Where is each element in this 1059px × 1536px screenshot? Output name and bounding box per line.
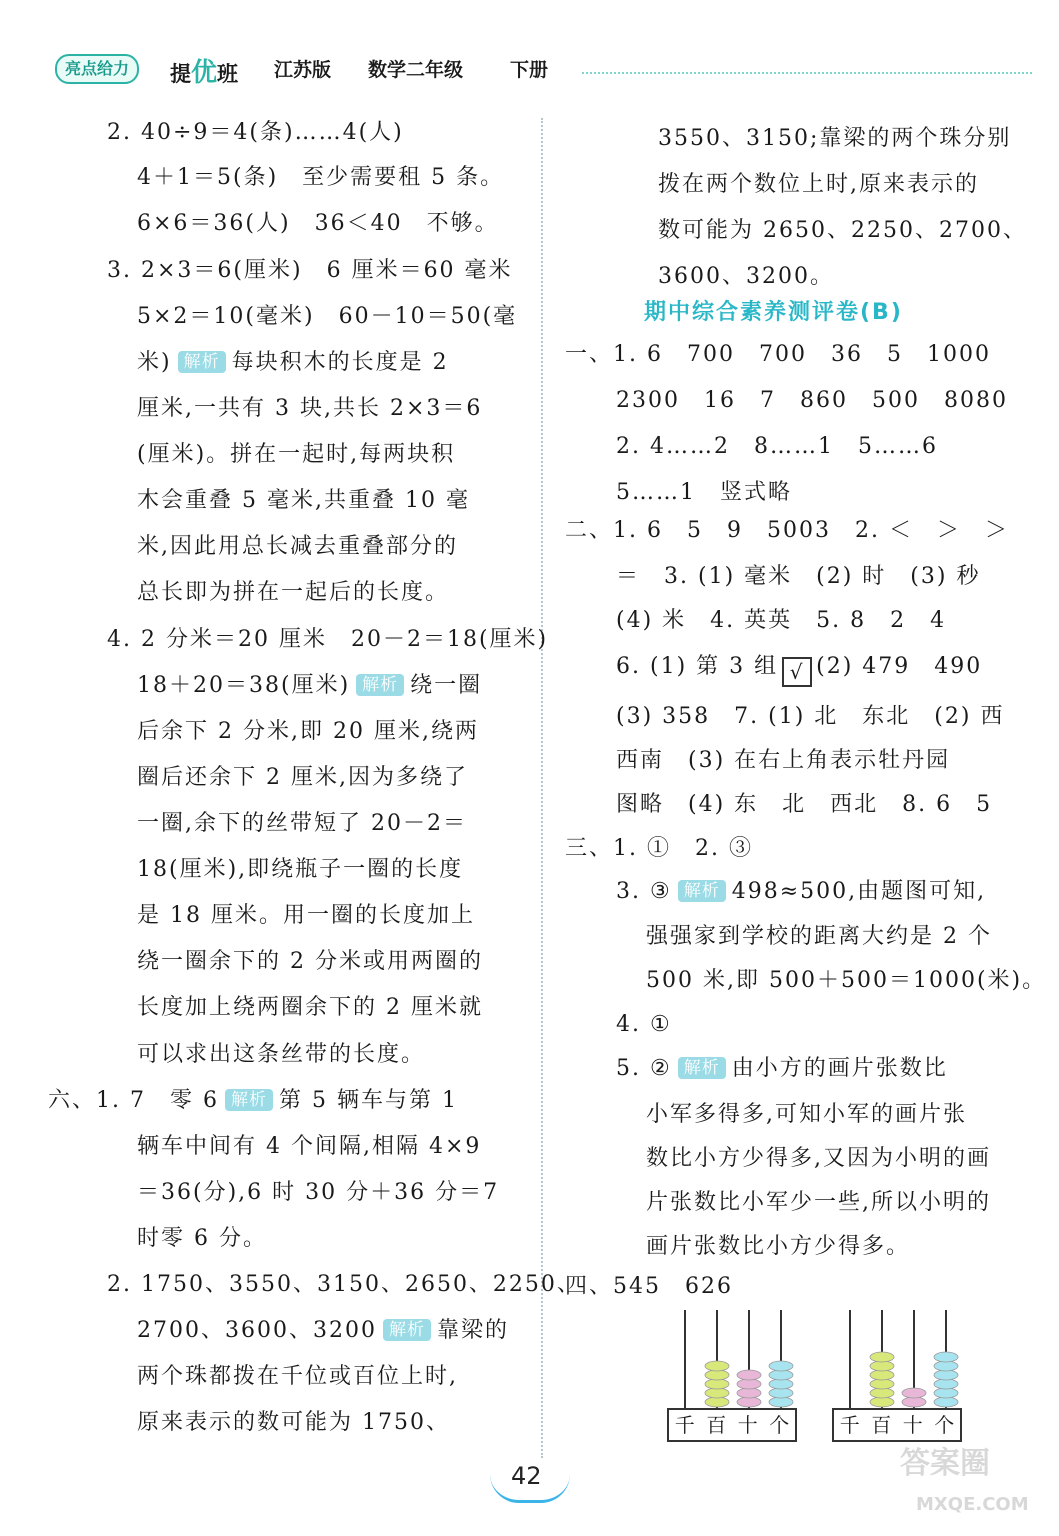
- answer-line: 强强家到学校的距离大约是 2 个: [646, 924, 992, 949]
- answer-line: 长度加上绕两圈余下的 2 厘米就: [137, 995, 483, 1020]
- abacus-bead: [934, 1379, 958, 1389]
- answer-line: 是 18 厘米。用一圈的长度加上: [137, 903, 475, 928]
- header-rule: [582, 72, 1032, 74]
- abacus-bead: [737, 1379, 761, 1389]
- answer-line: 3600、3200。: [658, 264, 834, 289]
- abacus-place-labels: [667, 1408, 797, 1442]
- answer-line: 4＋1＝5(条) 至少需要租 5 条。: [137, 165, 505, 190]
- answer-line: 西南 (3) 在右上角表示牡丹园: [616, 748, 951, 773]
- abacus-bead: [934, 1370, 958, 1380]
- page-number: 42: [511, 1462, 542, 1490]
- column-divider: [541, 118, 543, 1458]
- answer-line: 绕一圈余下的 2 分米或用两圈的: [137, 949, 483, 974]
- edition-label: 江苏版: [274, 59, 332, 81]
- answer-line: 5×2＝10(毫米) 60－10＝50(毫: [137, 304, 518, 329]
- analysis-tag: 解析: [178, 351, 226, 373]
- answer-line: 4. 2 分米＝20 厘米 20－2＝18(厘米): [107, 627, 549, 652]
- analysis-tag: 解析: [678, 1057, 726, 1079]
- analysis-tag: 解析: [383, 1319, 431, 1341]
- answer-line: 厘米,一共有 3 块,共长 2×3＝6: [137, 396, 483, 421]
- answer-line: 圈后还余下 2 厘米,因为多绕了: [137, 765, 468, 790]
- answer-line: 6×6＝36(人) 36＜40 不够。: [137, 211, 499, 236]
- analysis-tag: 解析: [225, 1089, 273, 1111]
- volume-label: 下册: [510, 59, 549, 81]
- abacus-bead: [870, 1397, 894, 1407]
- answer-line: 3550、3150;靠梁的两个珠分别: [658, 126, 1012, 151]
- place-label: 千: [674, 1413, 695, 1437]
- answer-line: 原来表示的数可能为 1750、: [137, 1410, 450, 1435]
- abacus-626: [832, 1310, 962, 1440]
- abacus-bead: [934, 1352, 958, 1362]
- answer-line: 4. ①: [616, 1012, 672, 1037]
- answer-line: 数可能为 2650、2250、2700、: [658, 218, 1027, 243]
- abacus-bead: [934, 1397, 958, 1407]
- abacus-545: [667, 1310, 797, 1440]
- answer-line: 6. (1) 第 3 组 √ (2) 479 490: [616, 652, 982, 687]
- watermark-url: MXQE.COM: [916, 1494, 1029, 1515]
- analysis-tag: 解析: [678, 880, 726, 902]
- answer-line: 2700、3600、3200 解析 靠梁的: [137, 1318, 509, 1343]
- section-title: 期中综合素养测评卷(B): [644, 300, 903, 325]
- answer-line: 三、1. ① 2. ③: [565, 836, 753, 861]
- abacus-bead: [705, 1397, 729, 1407]
- watermark-logo: 答案圈: [900, 1446, 990, 1481]
- abacus-bead: [870, 1379, 894, 1389]
- place-label: 百: [871, 1413, 892, 1437]
- answer-line: 木会重叠 5 毫米,共重叠 10 毫: [137, 488, 470, 513]
- answer-line: 小军多得多,可知小军的画片张: [646, 1102, 967, 1127]
- answer-line: 总长即为拼在一起后的长度。: [137, 580, 450, 605]
- answer-line: 四、545 626: [565, 1274, 733, 1299]
- abacus-bead: [737, 1397, 761, 1407]
- answer-line: 片张数比小军少一些,所以小明的: [646, 1190, 991, 1215]
- check-box-icon: √: [782, 657, 812, 687]
- abacus-bead: [870, 1388, 894, 1398]
- abacus-bead: [737, 1388, 761, 1398]
- abacus-bead: [769, 1361, 793, 1371]
- abacus-rods: [667, 1310, 797, 1410]
- brand-title: 提优班: [170, 58, 239, 88]
- abacus-bead: [934, 1361, 958, 1371]
- abacus-bead: [769, 1388, 793, 1398]
- place-label: 百: [706, 1413, 727, 1437]
- place-label: 个: [769, 1413, 790, 1437]
- answer-line: 米,因此用总长减去重叠部分的: [137, 534, 458, 559]
- place-label: 千: [839, 1413, 860, 1437]
- abacus-bead: [705, 1379, 729, 1389]
- answer-line: 500 米,即 500＋500＝1000(米)。: [646, 968, 1047, 993]
- answer-line: 2. 40÷9＝4(条)……4(人): [107, 120, 404, 145]
- answer-line: 米) 解析 每块积木的长度是 2: [137, 350, 449, 375]
- answer-line: (4) 米 4. 英英 5. 8 2 4: [616, 608, 947, 633]
- answer-line: 两个珠都拨在千位或百位上时,: [137, 1364, 458, 1389]
- abacus-bead: [705, 1370, 729, 1380]
- answer-line: 18(厘米),即绕瓶子一圈的长度: [137, 857, 464, 882]
- answer-line: 18＋20＝38(厘米) 解析 绕一圈: [137, 673, 483, 698]
- answer-line: 数比小方少得多,又因为小明的画: [646, 1146, 991, 1171]
- abacus-bead: [934, 1388, 958, 1398]
- abacus-bead: [902, 1397, 926, 1407]
- abacus-place-labels: [832, 1408, 962, 1442]
- subject-label: 数学二年级: [368, 59, 464, 81]
- abacus-bead: [870, 1361, 894, 1371]
- abacus-bead: [705, 1388, 729, 1398]
- abacus-rods: [832, 1310, 962, 1410]
- answer-line: 3. ③ 解析 498≈500,由题图可知,: [616, 879, 987, 904]
- place-label: 个: [934, 1413, 955, 1437]
- answer-line: ＝ 3. (1) 毫米 (2) 时 (3) 秒: [616, 564, 981, 589]
- answer-line: 拨在两个数位上时,原来表示的: [658, 172, 979, 197]
- answer-line: 后余下 2 分米,即 20 厘米,绕两: [137, 719, 479, 744]
- abacus-bead: [870, 1352, 894, 1362]
- answer-line: 辆车中间有 4 个间隔,相隔 4×9: [137, 1134, 482, 1159]
- answer-line: 画片张数比小方少得多。: [646, 1234, 911, 1259]
- answer-line: 二、1. 6 5 9 5003 2. ＜ ＞ ＞: [565, 518, 1009, 543]
- answer-line: ＝36(分),6 时 30 分＋36 分＝7: [137, 1180, 500, 1205]
- answer-line: 2. 4……2 8……1 5……6: [616, 434, 938, 459]
- answer-line: (3) 358 7. (1) 北 东北 (2) 西: [616, 704, 1005, 729]
- abacus-bead: [705, 1361, 729, 1371]
- answer-line: 一圈,余下的丝带短了 20－2＝: [137, 811, 467, 836]
- answer-line: 2300 16 7 860 500 8080: [616, 388, 1008, 413]
- answer-line: 图略 (4) 东 北 西北 8. 6 5: [616, 792, 993, 817]
- abacus-bead: [737, 1370, 761, 1380]
- abacus-bead: [870, 1370, 894, 1380]
- answer-line: (厘米)。拼在一起时,每两块积: [137, 442, 456, 467]
- answer-line: 六、1. 7 零 6 解析 第 5 辆车与第 1: [48, 1088, 458, 1113]
- answer-line: 可以求出这条丝带的长度。: [137, 1042, 426, 1067]
- answer-line: 一、1. 6 700 700 36 5 1000: [565, 342, 991, 367]
- analysis-tag: 解析: [356, 674, 404, 696]
- page-header: [0, 0, 1059, 100]
- answer-line: 3. 2×3＝6(厘米) 6 厘米＝60 毫米: [107, 258, 513, 283]
- place-label: 十: [902, 1413, 923, 1437]
- answer-line: 5……1 竖式略: [616, 480, 792, 505]
- abacus-bead: [769, 1370, 793, 1380]
- answer-line: 时零 6 分。: [137, 1226, 267, 1251]
- abacus-bead: [769, 1397, 793, 1407]
- place-label: 十: [737, 1413, 758, 1437]
- abacus-bead: [902, 1388, 926, 1398]
- answer-line: 5. ② 解析 由小方的画片张数比: [616, 1056, 948, 1081]
- series-logo: 亮点给力: [55, 54, 139, 84]
- abacus-bead: [769, 1379, 793, 1389]
- answer-line: 2. 1750、3550、3150、2650、2250、: [107, 1272, 581, 1297]
